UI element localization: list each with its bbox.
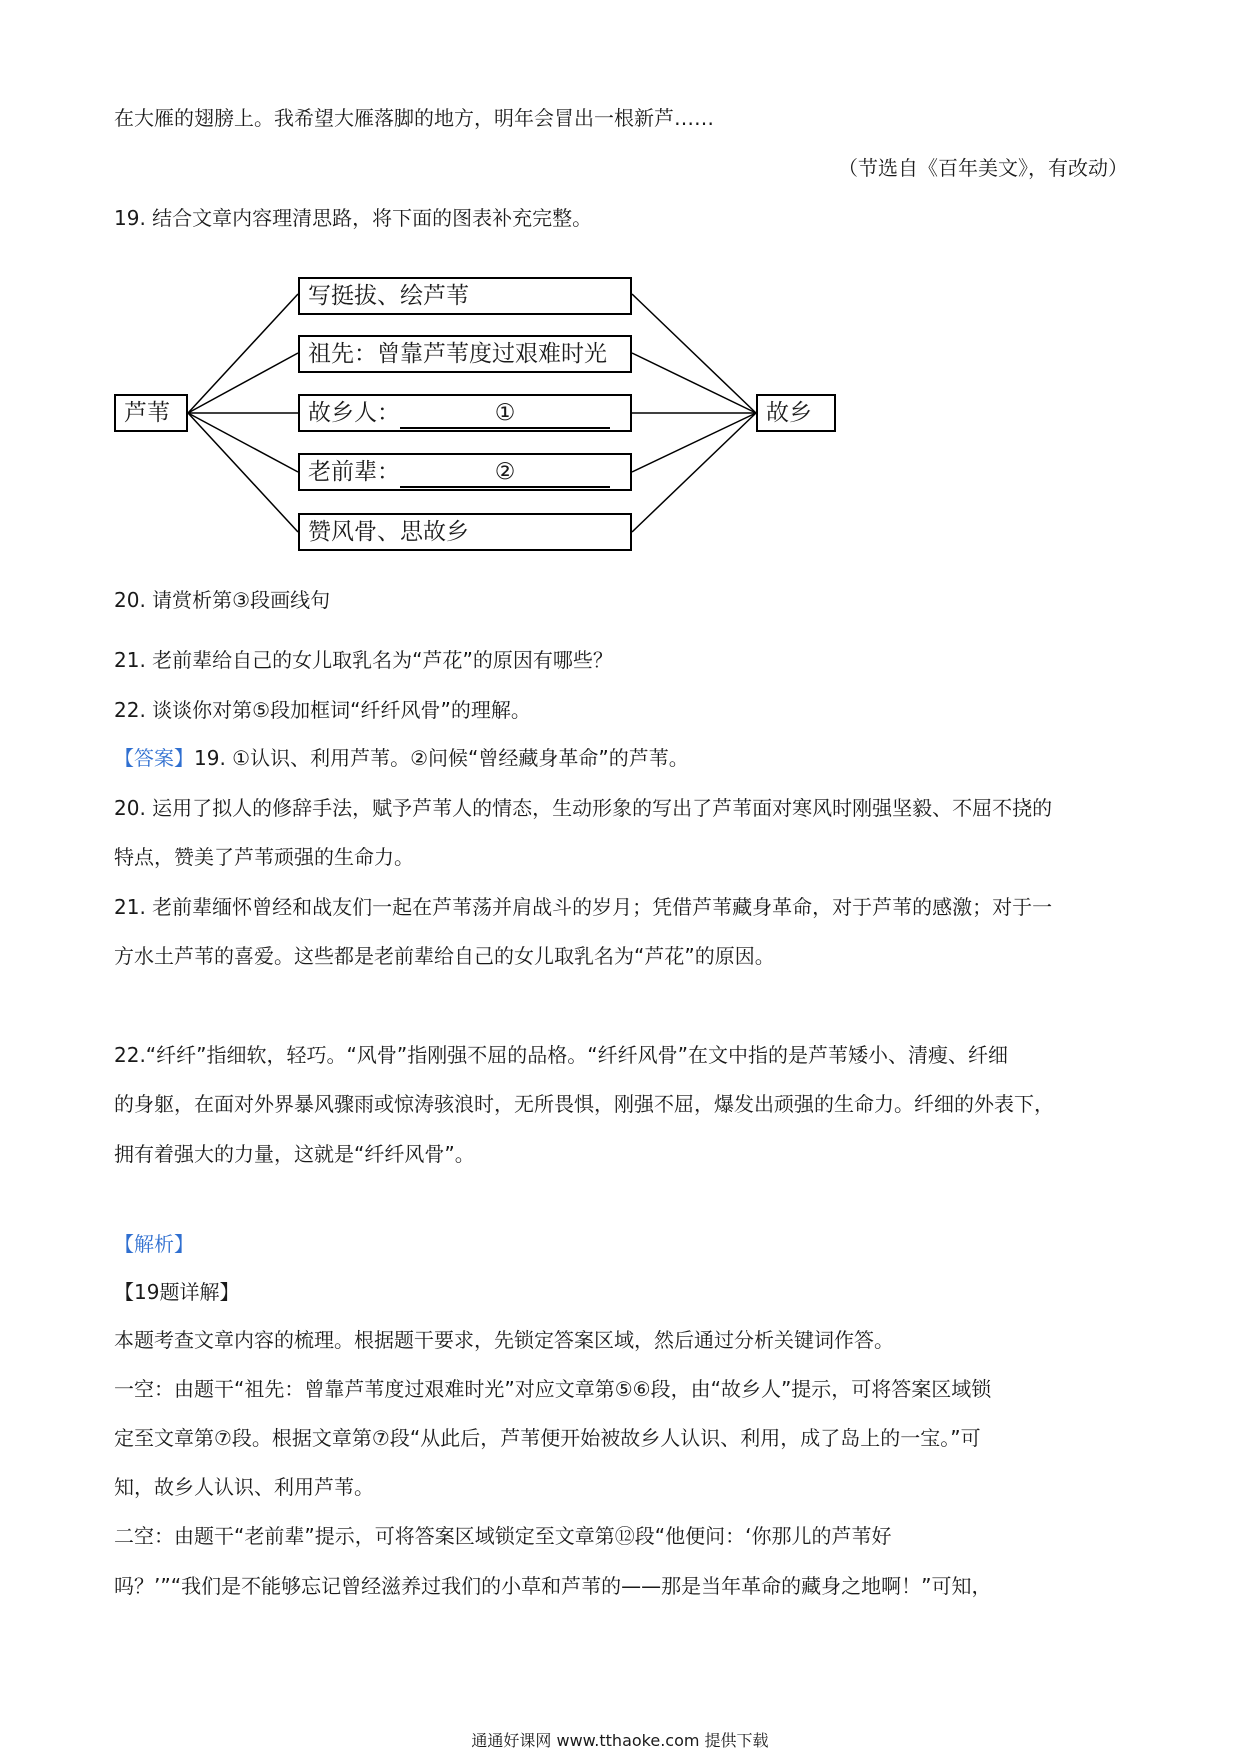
question-22: 22. 谈谈你对第⑤段加框词“纤纤风骨”的理解。 xyxy=(114,698,531,722)
answer-19-text: 19. ①认识、利用芦苇。②问候“曾经藏身革命”的芦苇。 xyxy=(194,746,689,770)
answer-22-line-3: 拥有着强大的力量，这就是“纤纤风骨”。 xyxy=(114,1142,475,1166)
analysis-p3-line-1: 二空：由题干“老前辈”提示，可将答案区域锁定至文章第⑫段“他便问：‘你那儿的芦苇好 xyxy=(114,1524,892,1548)
answer-22-line-1: 22.“纤纤”指细软，轻巧。“风骨”指刚强不屈的品格。“纤纤风骨”在文中指的是芦苇矮小、清瘦、纤细 xyxy=(114,1043,1008,1067)
answer-tag: 【答案】 xyxy=(114,746,194,770)
question-19: 19. 结合文章内容理清思路，将下面的图表补充完整。 xyxy=(114,206,593,230)
answer-20-line-1: 20. 运用了拟人的修辞手法，赋予芦苇人的情态，生动形象的写出了芦苇面对寒风时刚强坚毅、不屈不挠的 xyxy=(114,796,1053,820)
answer-21-line-2: 方水土芦苇的喜爱。这些都是老前辈给自己的女儿取乳名为“芦花”的原因。 xyxy=(114,944,775,968)
analysis-sub-19: 【19题详解】 xyxy=(114,1280,240,1304)
diagram-item-3 xyxy=(298,394,632,432)
diagram-item-label: 赞风骨、思故乡 xyxy=(308,519,469,545)
reed-diagram xyxy=(110,270,830,550)
answer-20-line-2: 特点，赞美了芦苇顽强的生命力。 xyxy=(114,845,414,869)
diagram-item-2 xyxy=(298,335,632,373)
analysis-p2-line-3: 知，故乡人认识、利用芦苇。 xyxy=(114,1475,374,1499)
diagram-left-node: 芦苇 xyxy=(114,394,188,432)
question-21: 21. 老前辈给自己的女儿取乳名为“芦花”的原因有哪些？ xyxy=(114,648,613,672)
analysis-tag: 【解析】 xyxy=(114,1232,194,1256)
answer-19 xyxy=(114,744,689,772)
diagram-right-node: 故乡 xyxy=(756,394,836,432)
page-footer: 通通好课网 www.tthaoke.com 提供下载 xyxy=(471,1731,769,1750)
analysis-p2-line-1: 一空：由题干“祖先：曾靠芦苇度过艰难时光”对应文章第⑤⑥段，由“故乡人”提示，可将答案区域锁 xyxy=(114,1377,992,1401)
diagram-item-label: 祖先：曾靠芦苇度过艰难时光 xyxy=(308,341,607,367)
answer-21-line-1: 21. 老前辈缅怀曾经和战友们一起在芦苇荡并肩战斗的岁月；凭借芦苇藏身革命，对于芦苇的感激；对于一 xyxy=(114,895,1053,919)
diagram-item-label: 老前辈： xyxy=(308,459,400,485)
passage-last-line: 在大雁的翅膀上。我希望大雁落脚的地方，明年会冒出一根新芦…… xyxy=(114,106,714,130)
diagram-item-1 xyxy=(298,277,632,315)
question-20: 20. 请赏析第③段画线句 xyxy=(114,588,331,612)
diagram-item-4 xyxy=(298,453,632,491)
analysis-p3-line-2: 吗？’”“我们是不能够忘记曾经滋养过我们的小草和芦苇的——那是当年革命的藏身之地啊！”可知， xyxy=(114,1574,992,1598)
diagram-item-label: 故乡人： xyxy=(308,400,400,426)
diagram-item-label: 写挺拔、绘芦苇 xyxy=(308,283,469,309)
answer-blank-1: ① xyxy=(400,399,610,429)
answer-blank-2: ② xyxy=(400,458,610,488)
analysis-paragraph-1: 本题考查文章内容的梳理。根据题干要求，先锁定答案区域，然后通过分析关键词作答。 xyxy=(114,1328,894,1352)
diagram-item-5 xyxy=(298,513,632,551)
passage-source: （节选自《百年美文》，有改动） xyxy=(838,156,1128,180)
answer-22-line-2: 的身躯，在面对外界暴风骤雨或惊涛骇浪时，无所畏惧，刚强不屈，爆发出顽强的生命力。纤细的外表下， xyxy=(114,1092,1054,1116)
analysis-p2-line-2: 定至文章第⑦段。根据文章第⑦段“从此后，芦苇便开始被故乡人认识、利用，成了岛上的一宝。”可 xyxy=(114,1426,981,1450)
